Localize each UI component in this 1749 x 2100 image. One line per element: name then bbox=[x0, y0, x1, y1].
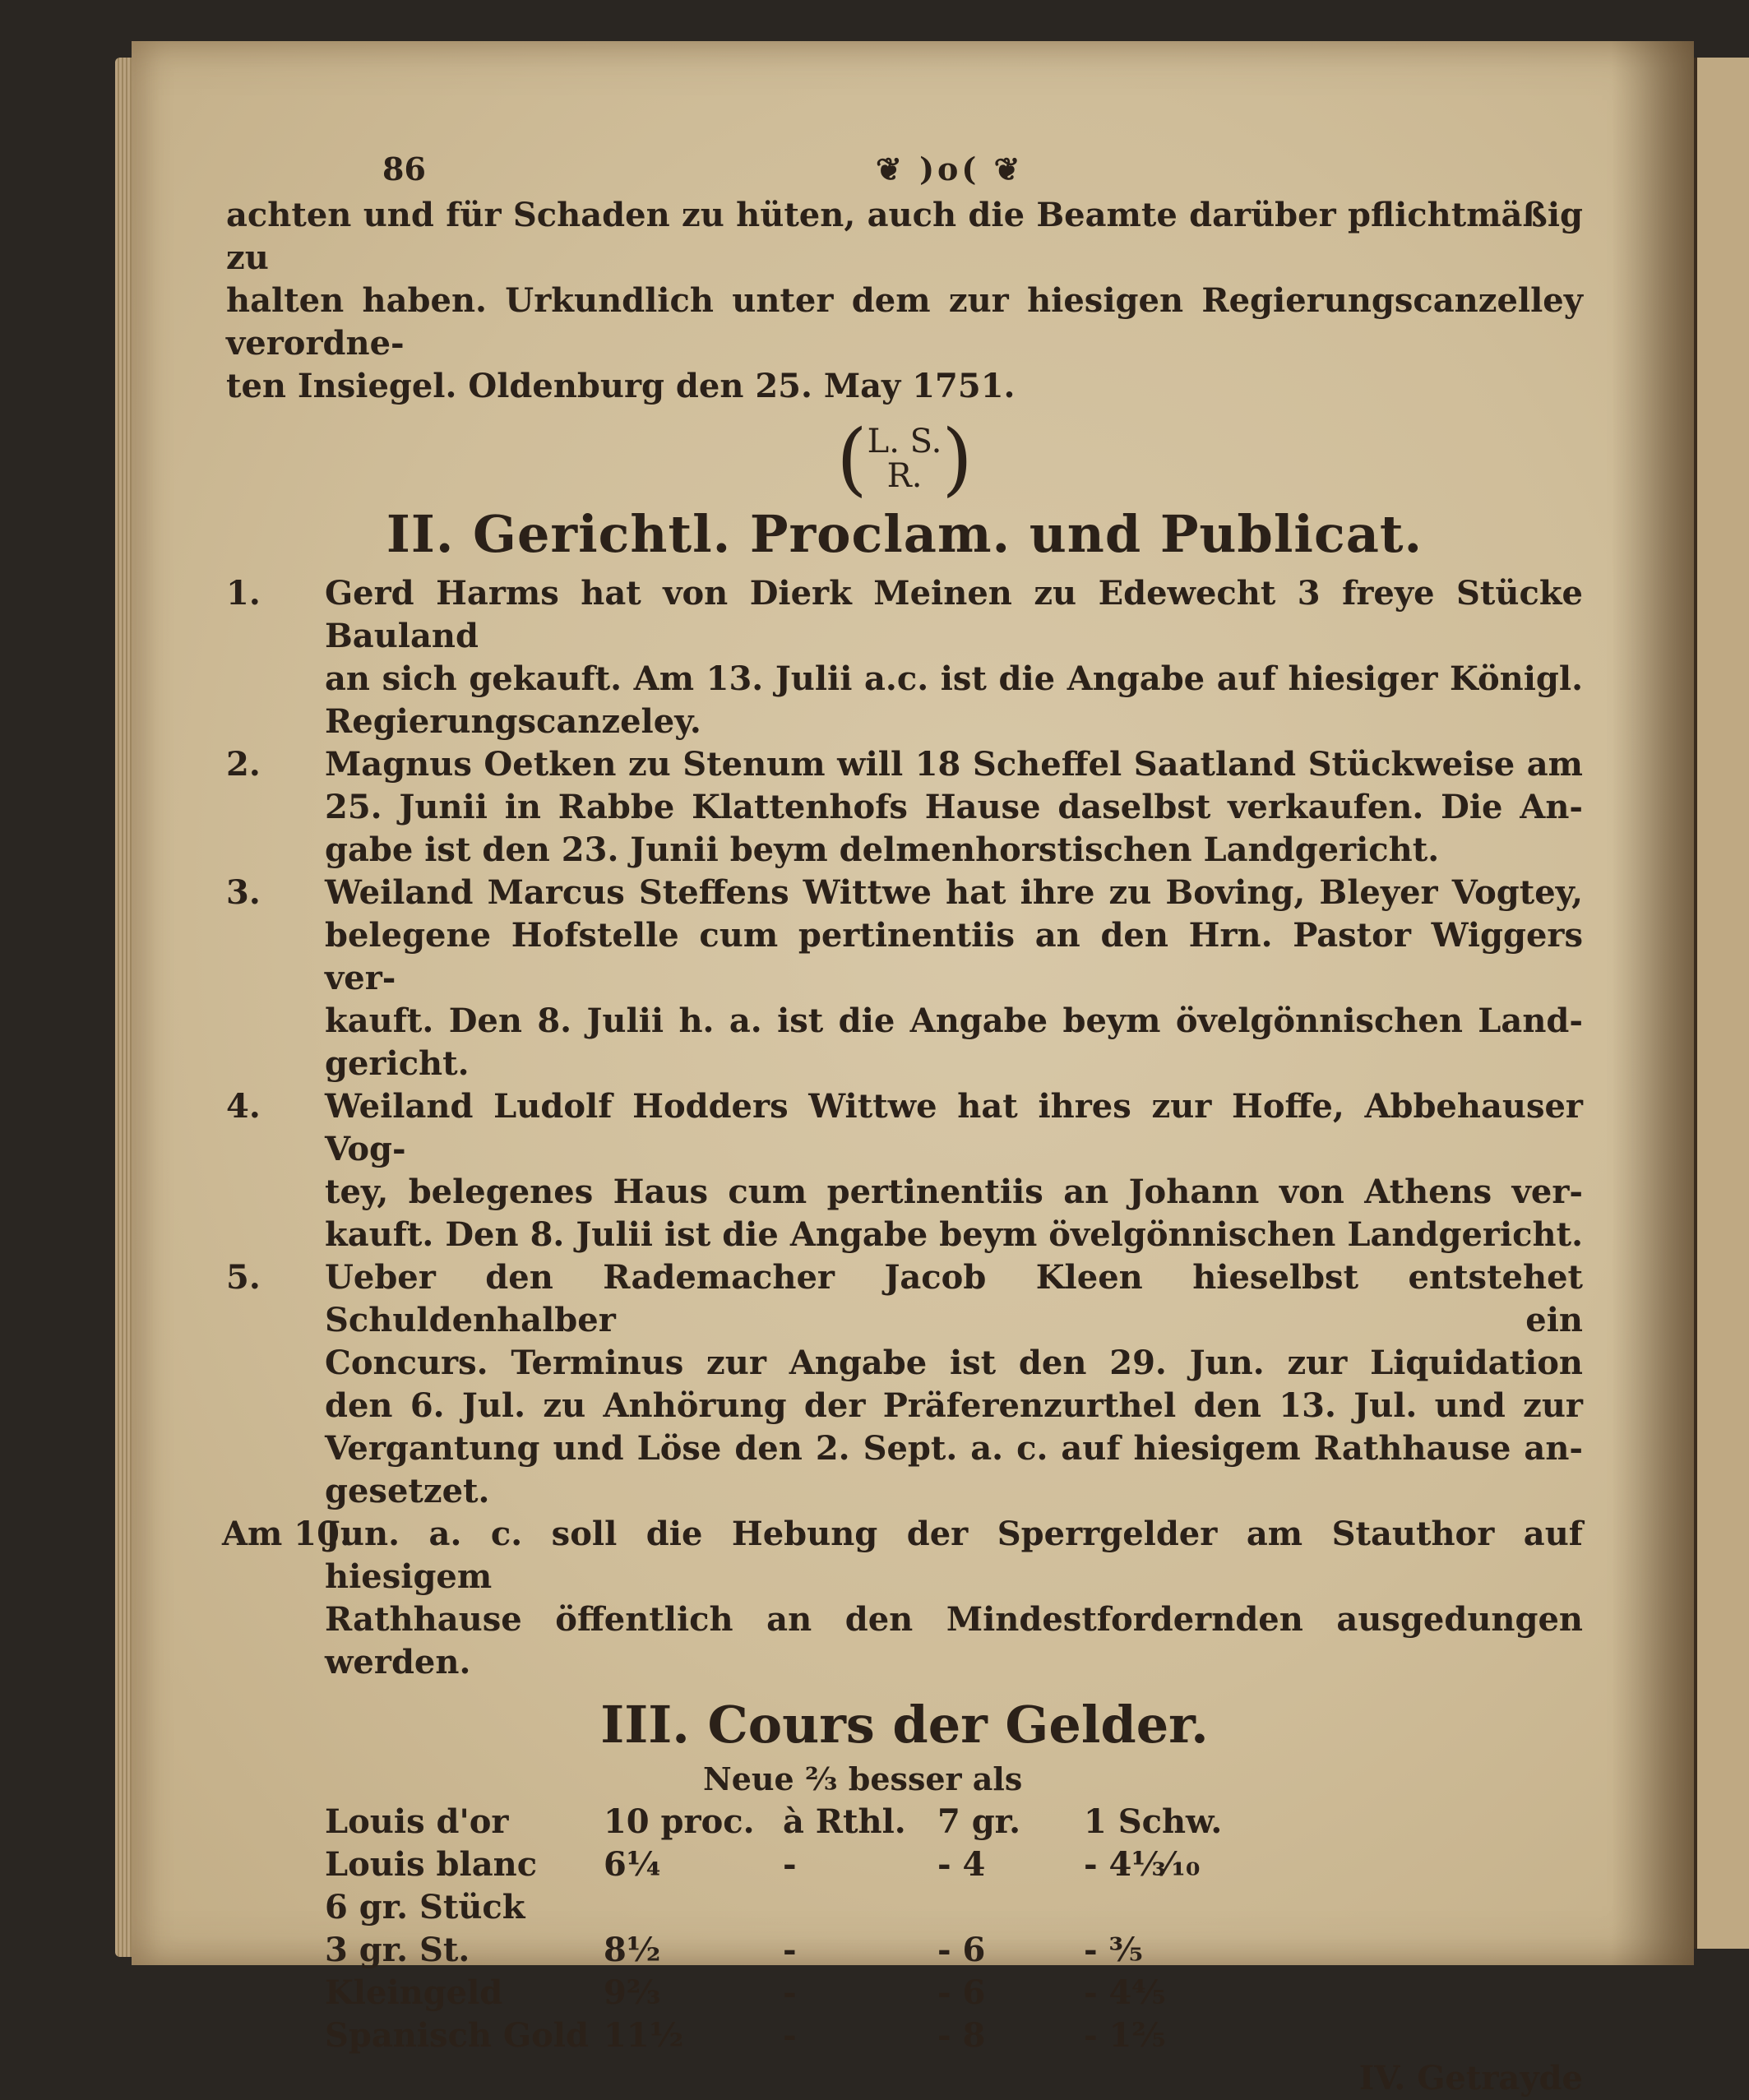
item-number: 5. bbox=[226, 1258, 261, 1297]
rate-cell: 6¼ bbox=[603, 1845, 661, 1884]
text-line: kauft. Den 8. Julii h. a. ist die Angabe beym övelgönnischen Land- bbox=[325, 1001, 1583, 1040]
coin-name: Louis blanc bbox=[325, 1845, 538, 1884]
list-item bbox=[222, 1513, 1583, 1684]
text-line: kauft. Den 8. Julii ist die Angabe beym övelgönnischen Landgericht. bbox=[325, 1215, 1583, 1254]
rate-cell: 9⅔ bbox=[603, 1973, 661, 2012]
item-number: 2. bbox=[226, 745, 261, 784]
text-line: Vergantung und Löse den 2. Sept. a. c. auf hiesigem Rathhause an- bbox=[325, 1429, 1583, 1468]
list-item bbox=[226, 872, 1583, 1085]
item-number: 3. bbox=[226, 873, 261, 912]
rate-cell: 11½ bbox=[603, 2016, 684, 2055]
table-row bbox=[325, 1843, 1237, 1886]
seal-mark: (L. S. R. ) bbox=[836, 413, 973, 505]
text-line: Ueber den Rademacher Jacob Kleen hieselbst entstehet Schuldenhalber ein bbox=[325, 1258, 1583, 1339]
rate-cell: - bbox=[782, 1931, 797, 1969]
list-item bbox=[226, 572, 1583, 743]
seal-bottom: R. bbox=[886, 457, 923, 495]
list-item bbox=[226, 1085, 1583, 1256]
rates-subhead: Neue ²⁄₃ besser als bbox=[703, 1760, 1023, 1797]
rate-cell: 7 gr. bbox=[937, 1802, 1020, 1841]
table-row bbox=[325, 1929, 1237, 1972]
table-row bbox=[325, 1886, 1237, 1929]
text-line: an sich gekauft. Am 13. Julii a.c. ist die Angabe auf hiesiger Königl. bbox=[325, 659, 1583, 698]
rate-cell: - bbox=[782, 2016, 797, 2055]
rate-cell: 1 Schw. bbox=[1083, 1802, 1223, 1841]
text-line: halten haben. Urkundlich unter dem zur hiesigen Regierungscanzelley verordne- bbox=[226, 281, 1583, 363]
rate-cell: - bbox=[782, 1845, 797, 1884]
rate-cell: - 4 bbox=[937, 1845, 986, 1884]
item-number: Am 10. bbox=[222, 1515, 351, 1553]
section-title: II. Gerichtl. Proclam. und Publicat. bbox=[386, 504, 1423, 564]
item-number: 4. bbox=[226, 1087, 261, 1126]
page-content bbox=[222, 148, 1583, 2098]
coin-name: Kleingeld bbox=[325, 1973, 503, 2012]
text-line: gericht. bbox=[325, 1044, 470, 1083]
rate-cell: - 1⅖ bbox=[1083, 2016, 1166, 2055]
text-line: achten und für Schaden zu hüten, auch die Beamte darüber pflichtmäßig zu bbox=[226, 196, 1583, 277]
rate-cell: - ³⁄₅ bbox=[1083, 1931, 1144, 1969]
page-gutter bbox=[1612, 41, 1694, 1965]
text-line: Weiland Marcus Steffens Wittwe hat ihre zu Boving, Bleyer Vogtey, bbox=[325, 873, 1583, 912]
rate-cell: 8½ bbox=[603, 1931, 661, 1969]
section-title: III. Cours der Gelder. bbox=[600, 1695, 1209, 1755]
catchword: IV. Getrayde bbox=[1358, 2059, 1583, 2098]
exchange-rate-table bbox=[325, 1801, 1237, 2057]
rate-cell: - 8 bbox=[937, 2016, 986, 2055]
rate-cell: - 4⅘ bbox=[1083, 1973, 1166, 2012]
text-line: den 6. Jul. zu Anhörung der Präferenzurthel den 13. Jul. und zur bbox=[325, 1386, 1583, 1425]
rate-cell: - bbox=[782, 1973, 797, 2012]
text-line: belegene Hofstelle cum pertinentiis an den Hrn. Pastor Wiggers ver- bbox=[325, 916, 1583, 997]
coin-name: 3 gr. St. bbox=[325, 1931, 470, 1969]
facing-page-edge bbox=[1694, 58, 1749, 1949]
table-row bbox=[325, 1972, 1237, 2014]
list-item bbox=[226, 743, 1583, 872]
page-number: 86 bbox=[382, 150, 426, 187]
rate-cell bbox=[604, 1886, 783, 1929]
table-row bbox=[325, 1801, 1237, 1843]
text-line: Rathhause öffentlich an den Mindestfordernden ausgedungen werden. bbox=[325, 1600, 1583, 1681]
text-line: gesetzet. bbox=[325, 1472, 490, 1510]
text-line: Weiland Ludolf Hodders Wittwe hat ihres zur Hoffe, Abbehauser Vog- bbox=[325, 1087, 1583, 1168]
top-paragraph bbox=[226, 194, 1583, 408]
list-item bbox=[226, 1256, 1583, 1513]
text-line: Gerd Harms hat von Dierk Meinen zu Edewecht 3 freye Stücke Bauland bbox=[325, 574, 1583, 655]
coin-name: Spanisch Gold bbox=[325, 2016, 589, 2055]
rate-cell: 10 proc. bbox=[603, 1802, 755, 1841]
text-line: Magnus Oetken zu Stenum will 18 Scheffel Saatland Stückweise am bbox=[325, 745, 1583, 784]
text-line: 25. Junii in Rabbe Klattenhofs Hause daselbst verkaufen. Die An- bbox=[325, 788, 1583, 826]
text-line: Jun. a. c. soll die Hebung der Sperrgelder am Stauthor auf hiesigem bbox=[325, 1515, 1583, 1596]
rate-cell: à Rthl. bbox=[782, 1802, 906, 1841]
text-line: Concurs. Terminus zur Angabe ist den 29. Jun. zur Liquidation bbox=[325, 1344, 1583, 1382]
header-ornament: ❦ )o( ❦ bbox=[876, 150, 1024, 187]
coin-name: 6 gr. Stück bbox=[325, 1888, 525, 1927]
seal-top: L. S. bbox=[867, 423, 942, 460]
rate-cell: - 6 bbox=[937, 1973, 986, 2012]
rate-cell bbox=[1084, 1886, 1237, 1929]
rate-cell bbox=[783, 1886, 937, 1929]
rate-cell bbox=[937, 1886, 1084, 1929]
running-header bbox=[226, 148, 1583, 194]
text-line: ten Insiegel. Oldenburg den 25. May 1751. bbox=[226, 367, 1016, 405]
text-line: Regierungscanzeley. bbox=[325, 702, 701, 741]
text-line: tey, belegenes Haus cum pertinentiis an Johann von Athens ver- bbox=[325, 1173, 1583, 1211]
text-line: gabe ist den 23. Junii beym delmenhorstischen Landgericht. bbox=[325, 830, 1440, 869]
rate-cell: - 6 bbox=[937, 1931, 986, 1969]
item-number: 1. bbox=[226, 574, 261, 613]
coin-name: Louis d'or bbox=[325, 1802, 509, 1841]
rate-cell: - 4⅓⁄₁₀ bbox=[1083, 1845, 1201, 1884]
table-row bbox=[325, 2014, 1237, 2057]
